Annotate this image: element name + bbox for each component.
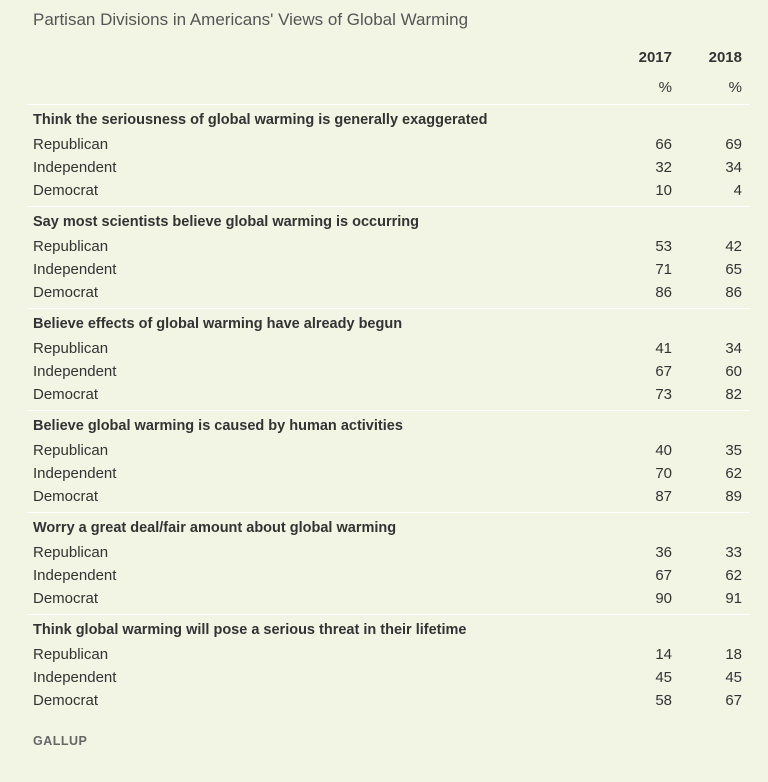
table-row [28,179,750,202]
question-label: Say most scientists believe global warming is occurring [33,214,419,230]
party-label: Independent [33,669,117,686]
party-label: Independent [33,465,117,482]
table-row [28,156,750,179]
value-2017: 40 [655,442,672,459]
value-2018: 62 [725,465,742,482]
column-header-row [28,44,750,72]
party-label: Independent [33,159,117,176]
value-2018: 89 [725,488,742,505]
table-row [28,643,750,666]
value-2017: 67 [655,363,672,380]
party-label: Republican [33,238,109,255]
table-row [28,133,750,156]
value-2018: 45 [725,669,742,686]
value-2018: 33 [725,544,742,561]
value-2017: 14 [655,646,672,663]
party-label: Republican [33,340,109,357]
value-2017: 87 [655,488,672,505]
table-row [28,689,750,712]
table-row [28,383,750,406]
question-label: Think the seriousness of global warming is generally exaggerated [33,112,488,128]
value-2018: 67 [725,692,742,709]
table-row [28,281,750,304]
value-2017: 73 [655,386,672,403]
value-2018: 69 [725,136,742,153]
table-row [28,541,750,564]
table-row [28,564,750,587]
question-label: Think global warming will pose a serious threat in their lifetime [33,622,467,638]
value-2018: 35 [725,442,742,459]
value-2017: 70 [655,465,672,482]
value-2017: 71 [655,261,672,278]
question-section [28,411,750,513]
question-section [28,207,750,309]
party-label: Democrat [33,488,99,505]
value-2017: 36 [655,544,672,561]
value-2018: 65 [725,261,742,278]
party-label: Republican [33,544,109,561]
party-label: Democrat [33,386,99,403]
value-2017: 32 [655,159,672,176]
value-2017: 90 [655,590,672,607]
chart-title: Partisan Divisions in Americans' Views of Global Warming [33,10,469,29]
table-row [28,462,750,485]
table-row [28,439,750,462]
value-2017: 45 [655,669,672,686]
column-header-2017: 2017 [638,49,672,66]
party-label: Democrat [33,590,99,607]
question-label: Worry a great deal/fair amount about global warming [33,520,397,536]
value-2017: 67 [655,567,672,584]
value-2018: 60 [725,363,742,380]
table-row [28,235,750,258]
party-label: Independent [33,567,117,584]
value-2017: 53 [655,238,672,255]
unit-label-2018: % [728,79,742,96]
table-body [28,105,750,716]
value-2017: 86 [655,284,672,301]
table-row [28,666,750,689]
party-label: Republican [33,646,109,663]
party-label: Democrat [33,692,99,709]
value-2017: 66 [655,136,672,153]
data-table [28,44,750,716]
value-2018: 91 [725,590,742,607]
unit-label-2017: % [658,79,672,96]
value-2018: 34 [725,340,742,357]
party-label: Republican [33,442,109,459]
question-section [28,105,750,207]
party-label: Democrat [33,284,99,301]
table-row [28,360,750,383]
value-2018: 62 [725,567,742,584]
party-label: Independent [33,261,117,278]
table-row [28,258,750,281]
table-row [28,485,750,508]
source-label: GALLUP [33,734,88,748]
question-section [28,309,750,411]
value-2018: 42 [725,238,742,255]
value-2018: 18 [725,646,742,663]
party-label: Independent [33,363,117,380]
column-header-2018: 2018 [708,49,742,66]
value-2018: 4 [733,182,742,199]
party-label: Republican [33,136,109,153]
value-2018: 86 [725,284,742,301]
question-label: Believe effects of global warming have already begun [33,316,403,332]
value-2017: 10 [655,182,672,199]
table-row [28,337,750,360]
unit-row [28,72,750,105]
question-section [28,615,750,716]
value-2017: 58 [655,692,672,709]
value-2017: 41 [655,340,672,357]
value-2018: 34 [725,159,742,176]
table-row [28,587,750,610]
party-label: Democrat [33,182,99,199]
value-2018: 82 [725,386,742,403]
question-section [28,513,750,615]
question-label: Believe global warming is caused by human activities [33,418,403,434]
